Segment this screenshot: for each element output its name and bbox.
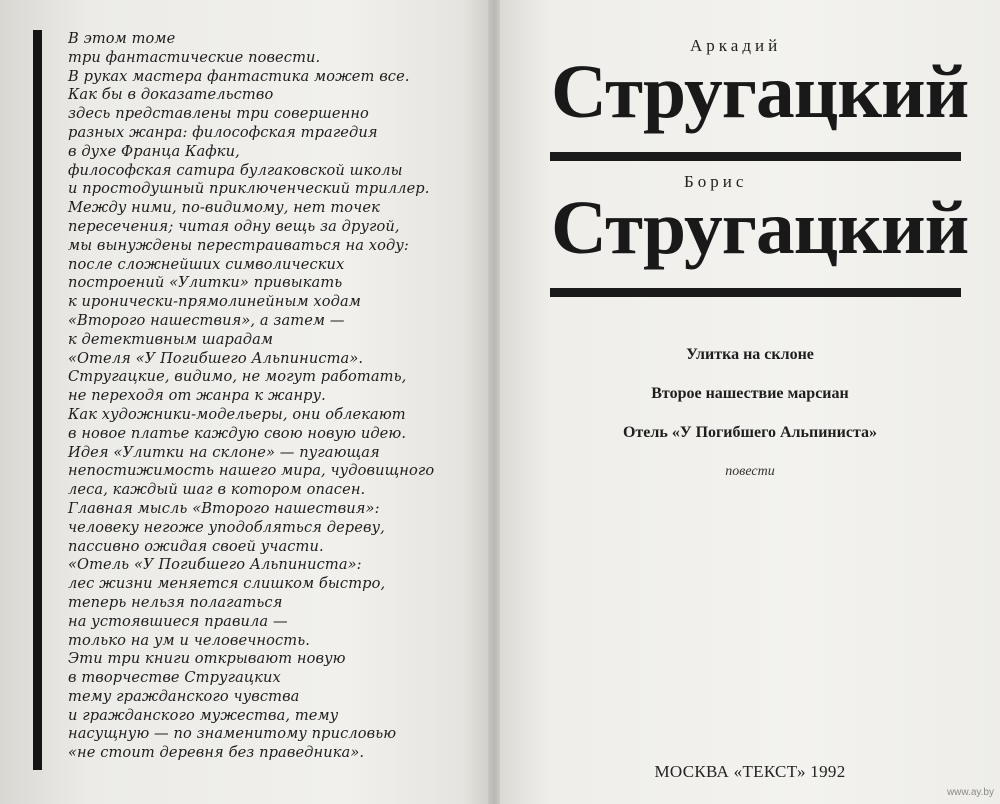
annotation-line: в творчестве Стругацких: [68, 669, 281, 687]
annotation-line: пассивно ожидая своей участи.: [68, 537, 324, 555]
annotation-line: Идея «Улитки на склоне» — пугающая: [68, 443, 380, 461]
annotation-line: к детективным шарадам: [68, 330, 274, 348]
annotation-line: насущную — по знаменитому присловью: [68, 725, 397, 743]
annotation-line: Как художники-модельеры, они облекают: [68, 405, 406, 423]
annotation-line: «Отель «У Погибшего Альпиниста»:: [68, 556, 362, 574]
annotation-line: теперь нельзя полагаться: [68, 593, 283, 611]
annotation-line: В руках мастера фантастика может все.: [68, 67, 410, 85]
work-title: Улитка на склоне: [686, 346, 814, 363]
annotation-line: на устоявшиеся правила —: [68, 612, 288, 630]
annotation-line: к иронически-прямолинейным ходам: [68, 293, 361, 311]
annotation-line: тему гражданского чувства: [68, 687, 300, 705]
annotation-text: [68, 30, 488, 763]
annotation-line: не переходя от жанра к жанру.: [68, 387, 326, 405]
annotation-line: лес жизни меняется слишком быстро,: [68, 575, 386, 593]
annotation-line: в духе Франца Кафки,: [68, 142, 240, 160]
title-rule-top: [550, 152, 961, 161]
annotation-line: Главная мысль «Второго нашествия»:: [68, 499, 380, 517]
annotation-line: человеку негоже уподобляться дереву,: [68, 518, 385, 536]
left-page: [0, 0, 492, 804]
annotation-line: разных жанра: философская трагедия: [68, 123, 378, 141]
annotation-line: мы вынуждены перестраиваться на ходу:: [68, 236, 409, 254]
annotation-line: пересечения; читая одну вещь за другой,: [68, 217, 400, 235]
annotation-line: и гражданского мужества, тему: [68, 706, 339, 724]
annotation-line: и простодушный приключенческий триллер.: [68, 180, 430, 198]
annotation-line: Как бы в доказательство: [68, 86, 274, 104]
title-rule-bottom: [550, 288, 961, 297]
annotation-line: здесь представлены три совершенно: [68, 105, 369, 123]
annotation-line: Между ними, по-видимому, нет точек: [68, 199, 380, 217]
annotation-line: В этом томе: [68, 30, 176, 47]
annotation-line: «не стоит деревня без праведника».: [68, 744, 365, 762]
annotation-line: непостижимость нашего мира, чудовищного: [68, 462, 435, 480]
annotation-line: в новое платье каждую свою новую идею.: [68, 424, 407, 442]
work-title: Второе нашествие марсиан: [651, 385, 849, 402]
author1-first-name: Аркадий: [690, 36, 782, 55]
author2-last-name: Стругацкий: [551, 186, 969, 270]
work-title: Отель «У Погибшего Альпиниста»: [622, 424, 877, 441]
genre-label: повести: [725, 464, 775, 479]
vertical-rule: [33, 30, 42, 770]
annotation-line: три фантастические повести.: [68, 48, 321, 66]
annotation-line: Стругацкие, видимо, не могут работать,: [68, 368, 407, 386]
author2-first-name: Борис: [684, 172, 748, 191]
annotation-line: Эти три книги открывают новую: [68, 650, 346, 668]
author1-last-name: Стругацкий: [551, 50, 969, 134]
publisher-imprint: МОСКВА «ТЕКСТ» 1992: [654, 762, 846, 781]
annotation-line: после сложнейших символических: [68, 255, 345, 273]
annotation-line: только на ум и человечность.: [68, 631, 310, 649]
annotation-line: построений «Улитки» привыкать: [68, 274, 343, 292]
annotation-line: «Отеля «У Погибшего Альпиниста».: [68, 349, 364, 367]
watermark-text: www.ay.by: [946, 787, 994, 798]
annotation-line: леса, каждый шаг в котором опасен.: [68, 481, 366, 499]
annotation-line: философская сатира булгаковской школы: [68, 161, 403, 179]
annotation-line: «Второго нашествия», а затем —: [68, 311, 345, 329]
